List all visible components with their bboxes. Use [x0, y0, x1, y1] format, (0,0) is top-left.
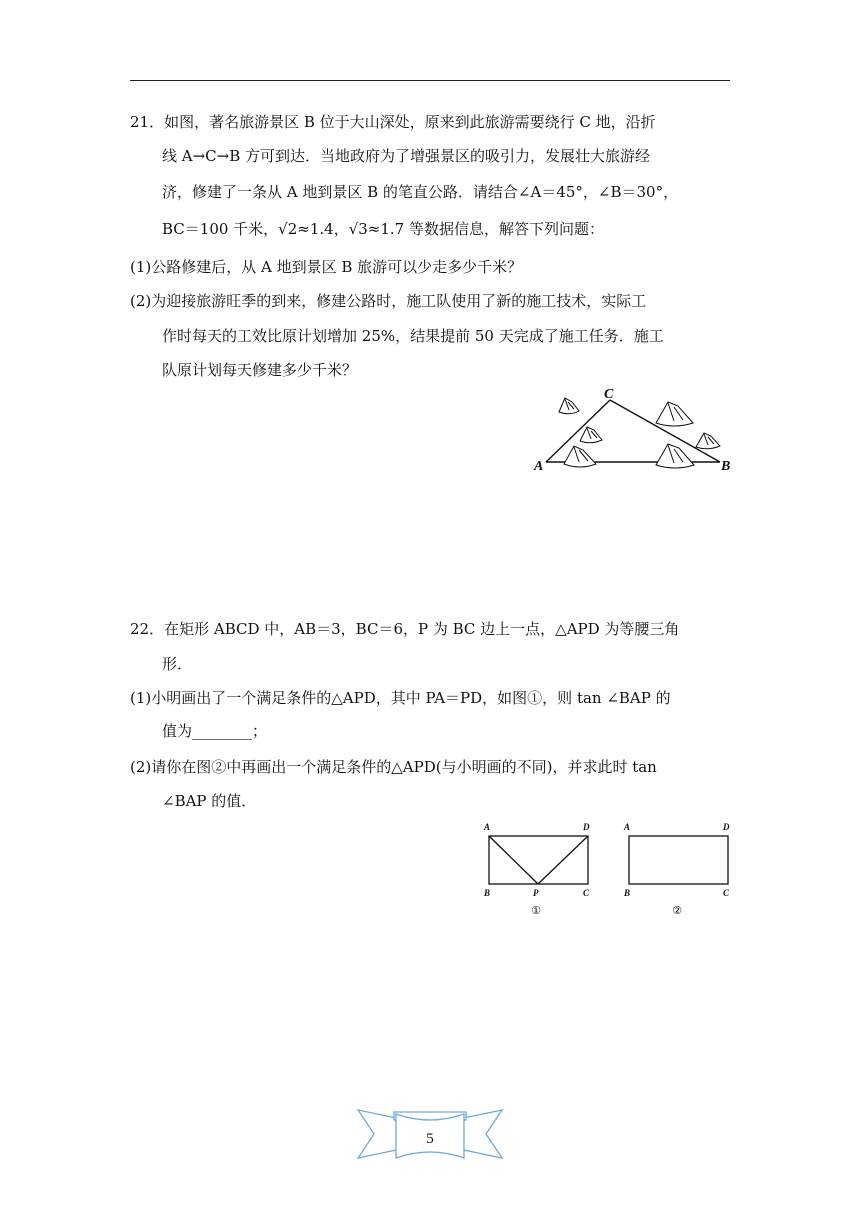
mountain-icon — [696, 433, 720, 449]
q21-part-1: (1)公路修建后，从 A 地到景区 B 旅游可以少走多少千米？ — [130, 258, 523, 276]
page-number-ribbon — [356, 1104, 504, 1164]
q22-line-1: 22．在矩形 ABCD 中，AB＝3，BC＝6，P 为 BC 边上一点，△APD 为等腰三角 — [130, 620, 680, 638]
label-b: B — [721, 459, 731, 474]
fig2-label-c: C — [723, 888, 730, 898]
mountain-icon — [559, 398, 579, 414]
fig2-label-b: B — [624, 888, 631, 898]
fig1-label-c: C — [583, 888, 590, 898]
q21-line-1: 21．如图，著名旅游景区 B 位于大山深处，原来到此旅游需要绕行 C 地，沿折 — [130, 113, 656, 131]
mountain-icon — [656, 402, 693, 426]
segment-ap — [489, 836, 538, 884]
label-c: C — [604, 387, 614, 402]
mountain-icon — [564, 446, 596, 467]
fig1-label-d: D — [583, 822, 590, 832]
q22-line-2: 形． — [162, 655, 193, 673]
fig1-label-a: A — [484, 822, 491, 832]
q21-part-2-line-2: 作时每天的工效比原计划增加 25%，结果提前 50 天完成了施工任务．施工 — [162, 327, 664, 345]
rect-abcd-figure-2 — [629, 836, 728, 884]
fig2-label-d: D — [723, 822, 730, 832]
q21-triangle-figure — [530, 384, 740, 480]
fig2-caption: ② — [672, 904, 682, 917]
fig1-label-b: B — [484, 888, 491, 898]
q21-line-2: 线 A→C→B 方可到达．当地政府为了增强景区的吸引力，发展壮大旅游经 — [162, 147, 651, 165]
q22-part-2-line-1: (2)请你在图②中再画出一个满足条件的△APD(与小明画的不同)，并求此时 tan — [130, 758, 657, 776]
mountain-icon — [580, 427, 602, 443]
fig1-label-p: P — [533, 888, 539, 898]
fig1-caption: ① — [531, 904, 541, 917]
q21-part-2-line-3: 队原计划每天修建多少千米？ — [162, 361, 358, 379]
q22-part-2-line-2: ∠BAP 的值． — [162, 792, 257, 810]
q22-rectangle-figures — [478, 818, 744, 920]
fig2-label-a: A — [624, 822, 631, 832]
header-rule — [130, 80, 730, 81]
rect-abcd-figure-1 — [489, 836, 588, 884]
page-number: 5 — [426, 1131, 434, 1147]
label-a: A — [534, 459, 544, 474]
q21-line-4: BC＝100 千米，√2≈1.4，√3≈1.7 等数据信息，解答下列问题： — [162, 220, 604, 238]
q21-part-2-line-1: (2)为迎接旅游旺季的到来，修建公路时，施工队使用了新的施工技术，实际工 — [130, 292, 647, 310]
segment-dp — [538, 836, 588, 884]
q22-part-1-line-1: (1)小明画出了一个满足条件的△APD，其中 PA＝PD，如图①，则 tan ∠BAP 的 — [130, 689, 671, 707]
mountain-icon — [656, 444, 694, 468]
q22-part-1-line-2: 值为________； — [162, 722, 268, 740]
q21-line-3: 济，修建了一条从 A 地到景区 B 的笔直公路．请结合∠A＝45°，∠B＝30°， — [162, 183, 679, 201]
